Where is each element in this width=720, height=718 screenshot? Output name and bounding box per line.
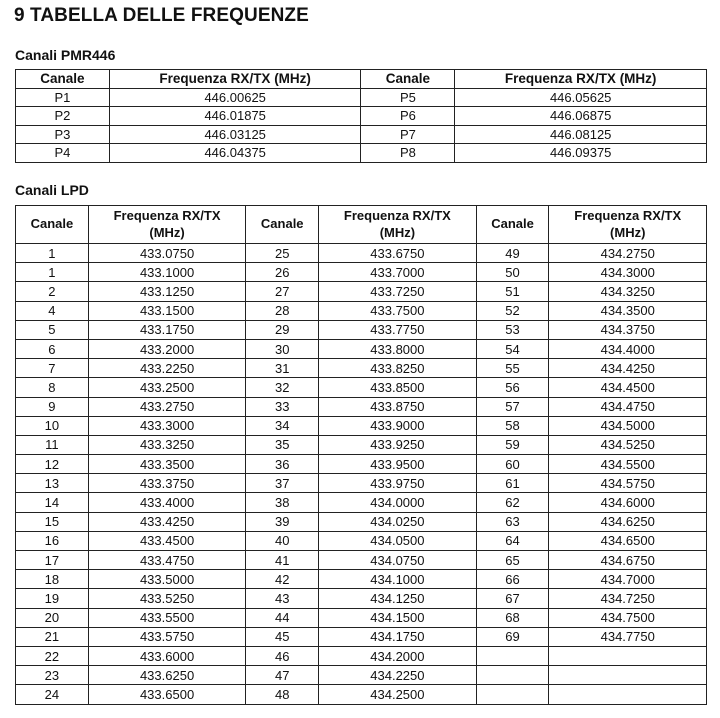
channel-cell: 47 (246, 666, 319, 685)
frequency-cell: 433.8000 (319, 339, 476, 358)
table-row (16, 608, 707, 627)
frequency-cell: 433.5750 (88, 627, 245, 646)
channel-cell (476, 646, 549, 665)
frequency-cell: 434.6000 (549, 493, 707, 512)
frequency-cell: 433.4750 (88, 551, 245, 570)
frequency-cell: 434.2500 (319, 685, 476, 704)
frequency-cell: 446.03125 (109, 125, 361, 144)
channel-cell: 32 (246, 378, 319, 397)
lpd-header-channel: Canale (16, 206, 89, 244)
channel-cell: 39 (246, 512, 319, 531)
channel-cell: 2 (16, 282, 89, 301)
channel-cell: 17 (16, 551, 89, 570)
frequency-cell: 446.04375 (109, 144, 361, 163)
frequency-cell: 433.4500 (88, 531, 245, 550)
channel-cell: P8 (361, 144, 455, 163)
channel-cell: 65 (476, 551, 549, 570)
channel-cell: 53 (476, 320, 549, 339)
channel-cell: 46 (246, 646, 319, 665)
channel-cell: 37 (246, 474, 319, 493)
frequency-cell: 433.7000 (319, 263, 476, 282)
channel-cell: 44 (246, 608, 319, 627)
channel-cell: 20 (16, 608, 89, 627)
frequency-cell: 433.9500 (319, 455, 476, 474)
channel-cell: 9 (16, 397, 89, 416)
table-row (16, 301, 707, 320)
channel-cell: 15 (16, 512, 89, 531)
lpd-frequency-table (15, 205, 707, 705)
frequency-cell: 434.2750 (549, 244, 707, 263)
table-row (16, 455, 707, 474)
channel-cell: 14 (16, 493, 89, 512)
channel-cell: 12 (16, 455, 89, 474)
lpd-header-frequency: Frequenza RX/TX (MHz) (88, 206, 245, 244)
pmr-frequency-table (15, 69, 707, 163)
lpd-section-heading: Canali LPD (15, 182, 89, 198)
frequency-cell: 433.4250 (88, 512, 245, 531)
table-row (16, 435, 707, 454)
table-row (16, 263, 707, 282)
frequency-cell: 433.8250 (319, 359, 476, 378)
channel-cell: 1 (16, 244, 89, 263)
channel-cell: 45 (246, 627, 319, 646)
table-row (16, 646, 707, 665)
channel-cell: 35 (246, 435, 319, 454)
table-row (16, 627, 707, 646)
frequency-cell: 434.7500 (549, 608, 707, 627)
frequency-cell: 446.00625 (109, 88, 361, 107)
frequency-cell: 433.2000 (88, 339, 245, 358)
frequency-cell: 434.4000 (549, 339, 707, 358)
table-row (16, 512, 707, 531)
frequency-cell: 446.09375 (455, 144, 707, 163)
frequency-cell: 433.8500 (319, 378, 476, 397)
channel-cell: 55 (476, 359, 549, 378)
frequency-cell: 433.3500 (88, 455, 245, 474)
channel-cell: 60 (476, 455, 549, 474)
table-row (16, 359, 707, 378)
channel-cell: 1 (16, 263, 89, 282)
frequency-cell: 433.6000 (88, 646, 245, 665)
channel-cell: P4 (16, 144, 110, 163)
table-row (16, 339, 707, 358)
table-row (16, 666, 707, 685)
channel-cell: 64 (476, 531, 549, 550)
frequency-cell (549, 666, 707, 685)
channel-cell: 27 (246, 282, 319, 301)
frequency-cell: 434.6250 (549, 512, 707, 531)
channel-cell: 56 (476, 378, 549, 397)
frequency-cell: 433.2500 (88, 378, 245, 397)
frequency-cell: 433.5500 (88, 608, 245, 627)
channel-cell: 33 (246, 397, 319, 416)
table-row (16, 416, 707, 435)
frequency-cell: 434.3750 (549, 320, 707, 339)
channel-cell: 52 (476, 301, 549, 320)
channel-cell: P5 (361, 88, 455, 107)
frequency-cell: 446.06875 (455, 107, 707, 126)
frequency-cell: 433.7750 (319, 320, 476, 339)
lpd-header-channel: Canale (246, 206, 319, 244)
channel-cell: 24 (16, 685, 89, 704)
channel-cell: 38 (246, 493, 319, 512)
channel-cell: P1 (16, 88, 110, 107)
table-row (16, 570, 707, 589)
lpd-header-frequency: Frequenza RX/TX (MHz) (549, 206, 707, 244)
frequency-cell: 433.9000 (319, 416, 476, 435)
frequency-cell: 433.4000 (88, 493, 245, 512)
channel-cell: 58 (476, 416, 549, 435)
channel-cell: 4 (16, 301, 89, 320)
table-row (16, 589, 707, 608)
frequency-cell (549, 646, 707, 665)
frequency-cell: 434.2250 (319, 666, 476, 685)
frequency-cell: 433.6750 (319, 244, 476, 263)
channel-cell: 69 (476, 627, 549, 646)
channel-cell: 23 (16, 666, 89, 685)
frequency-cell: 434.0250 (319, 512, 476, 531)
channel-cell: 18 (16, 570, 89, 589)
frequency-cell: 446.05625 (455, 88, 707, 107)
table-row (16, 144, 707, 163)
channel-cell: 28 (246, 301, 319, 320)
frequency-cell: 433.1250 (88, 282, 245, 301)
frequency-cell: 433.1000 (88, 263, 245, 282)
channel-cell: 59 (476, 435, 549, 454)
frequency-cell: 434.3500 (549, 301, 707, 320)
table-row (16, 320, 707, 339)
channel-cell: 68 (476, 608, 549, 627)
frequency-cell: 434.0750 (319, 551, 476, 570)
lpd-header-frequency: Frequenza RX/TX (MHz) (319, 206, 476, 244)
frequency-cell: 434.1250 (319, 589, 476, 608)
channel-cell: 19 (16, 589, 89, 608)
frequency-cell: 434.4500 (549, 378, 707, 397)
frequency-cell: 434.0000 (319, 493, 476, 512)
frequency-cell: 433.7500 (319, 301, 476, 320)
frequency-cell: 433.9750 (319, 474, 476, 493)
channel-cell: 43 (246, 589, 319, 608)
table-row (16, 493, 707, 512)
frequency-cell: 433.5250 (88, 589, 245, 608)
frequency-cell: 433.9250 (319, 435, 476, 454)
frequency-cell: 434.5250 (549, 435, 707, 454)
frequency-cell: 433.8750 (319, 397, 476, 416)
frequency-cell: 434.6500 (549, 531, 707, 550)
frequency-cell: 433.1750 (88, 320, 245, 339)
frequency-cell: 433.5000 (88, 570, 245, 589)
frequency-cell: 434.2000 (319, 646, 476, 665)
channel-cell: 62 (476, 493, 549, 512)
channel-cell: P7 (361, 125, 455, 144)
pmr-header-channel: Canale (361, 70, 455, 89)
channel-cell: 57 (476, 397, 549, 416)
channel-cell: 25 (246, 244, 319, 263)
frequency-cell: 433.2250 (88, 359, 245, 378)
lpd-header-channel: Canale (476, 206, 549, 244)
table-row (16, 685, 707, 704)
frequency-cell: 434.0500 (319, 531, 476, 550)
channel-cell: 8 (16, 378, 89, 397)
channel-cell: 61 (476, 474, 549, 493)
channel-cell: 63 (476, 512, 549, 531)
frequency-cell: 434.4750 (549, 397, 707, 416)
channel-cell: 29 (246, 320, 319, 339)
frequency-cell: 434.6750 (549, 551, 707, 570)
frequency-cell (549, 685, 707, 704)
frequency-cell: 433.0750 (88, 244, 245, 263)
frequency-cell: 434.5000 (549, 416, 707, 435)
frequency-cell: 434.3000 (549, 263, 707, 282)
channel-cell: 51 (476, 282, 549, 301)
channel-cell: 13 (16, 474, 89, 493)
table-row (16, 125, 707, 144)
frequency-cell: 433.3750 (88, 474, 245, 493)
frequency-cell: 434.5500 (549, 455, 707, 474)
channel-cell: 50 (476, 263, 549, 282)
frequency-cell: 433.6500 (88, 685, 245, 704)
frequency-cell: 434.7000 (549, 570, 707, 589)
page-title: 9 TABELLA DELLE FREQUENZE (14, 5, 309, 26)
channel-cell: 54 (476, 339, 549, 358)
channel-cell: 6 (16, 339, 89, 358)
table-row (16, 378, 707, 397)
channel-cell: 42 (246, 570, 319, 589)
channel-cell: 36 (246, 455, 319, 474)
frequency-cell: 433.6250 (88, 666, 245, 685)
channel-cell (476, 685, 549, 704)
table-row (16, 474, 707, 493)
frequency-cell: 434.3250 (549, 282, 707, 301)
pmr-header-frequency: Frequenza RX/TX (MHz) (455, 70, 707, 89)
table-row (16, 88, 707, 107)
channel-cell: P3 (16, 125, 110, 144)
table-row (16, 107, 707, 126)
channel-cell: 21 (16, 627, 89, 646)
table-row (16, 282, 707, 301)
frequency-cell: 433.3250 (88, 435, 245, 454)
frequency-cell: 434.1500 (319, 608, 476, 627)
frequency-cell: 434.7250 (549, 589, 707, 608)
channel-cell: P6 (361, 107, 455, 126)
channel-cell: 16 (16, 531, 89, 550)
channel-cell: 49 (476, 244, 549, 263)
channel-cell: P2 (16, 107, 110, 126)
frequency-cell: 434.1000 (319, 570, 476, 589)
frequency-cell: 433.3000 (88, 416, 245, 435)
table-row (16, 531, 707, 550)
channel-cell: 22 (16, 646, 89, 665)
channel-cell: 7 (16, 359, 89, 378)
channel-cell: 11 (16, 435, 89, 454)
pmr-header-channel: Canale (16, 70, 110, 89)
channel-cell: 41 (246, 551, 319, 570)
pmr-header-frequency: Frequenza RX/TX (MHz) (109, 70, 361, 89)
channel-cell: 26 (246, 263, 319, 282)
channel-cell: 34 (246, 416, 319, 435)
table-row (16, 244, 707, 263)
channel-cell: 10 (16, 416, 89, 435)
frequency-cell: 434.4250 (549, 359, 707, 378)
channel-cell: 31 (246, 359, 319, 378)
frequency-cell: 446.01875 (109, 107, 361, 126)
table-row (16, 397, 707, 416)
channel-cell: 66 (476, 570, 549, 589)
channel-cell: 67 (476, 589, 549, 608)
pmr-section-heading: Canali PMR446 (15, 47, 116, 63)
channel-cell: 48 (246, 685, 319, 704)
frequency-cell: 433.1500 (88, 301, 245, 320)
channel-cell: 5 (16, 320, 89, 339)
table-row (16, 551, 707, 570)
frequency-cell: 434.1750 (319, 627, 476, 646)
frequency-cell: 433.2750 (88, 397, 245, 416)
frequency-cell: 434.7750 (549, 627, 707, 646)
frequency-cell: 433.7250 (319, 282, 476, 301)
frequency-cell: 446.08125 (455, 125, 707, 144)
channel-cell (476, 666, 549, 685)
channel-cell: 30 (246, 339, 319, 358)
frequency-cell: 434.5750 (549, 474, 707, 493)
channel-cell: 40 (246, 531, 319, 550)
